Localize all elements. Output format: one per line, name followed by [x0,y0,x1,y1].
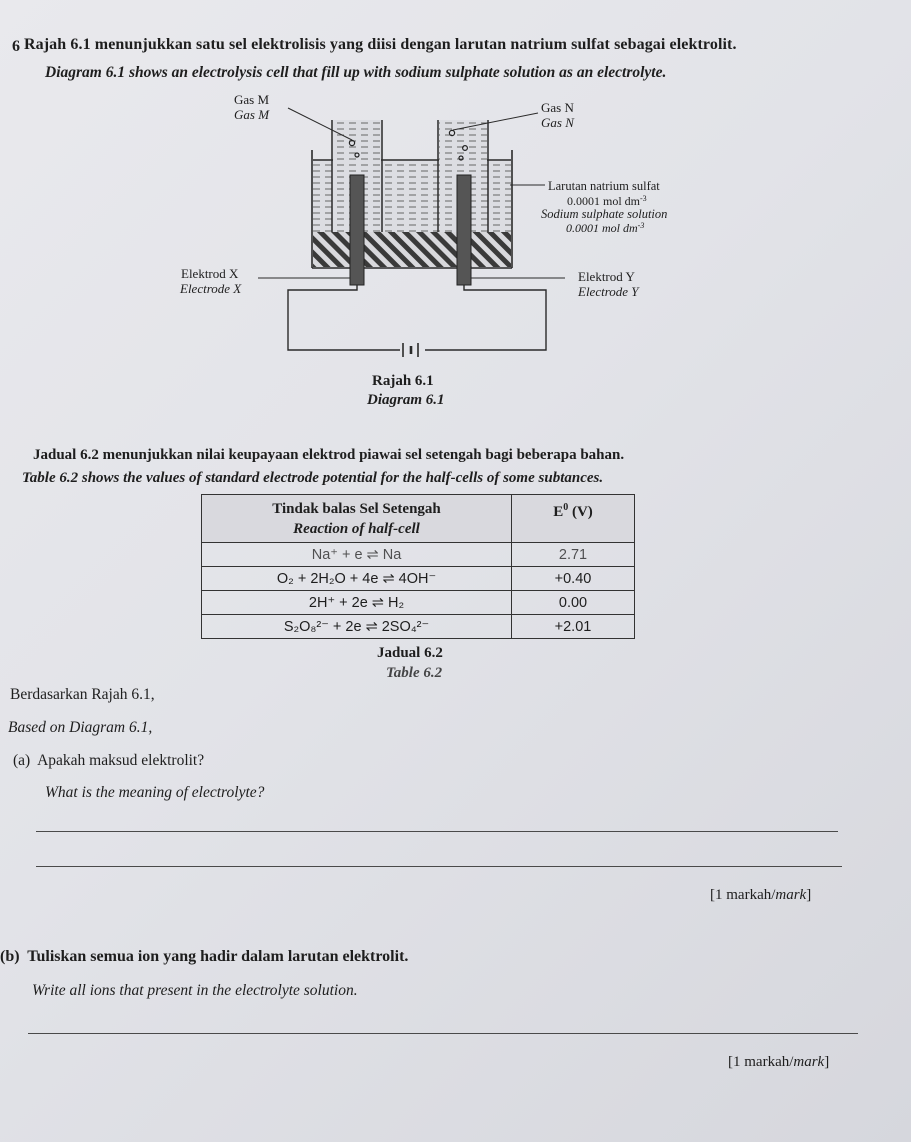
question-number: 6 [12,38,20,55]
part-a-mark: [1 markah/mark] [710,887,812,903]
based-on-text-en: Based on Diagram 6.1, [8,719,153,736]
electrode-y-label-en: Electrode Y [578,284,639,299]
electrode-potential-table [201,494,635,639]
diagram-caption: Rajah 6.1 [372,373,434,389]
electrode-y [457,175,471,285]
table-row [202,591,635,615]
answer-line-b1[interactable] [28,1033,858,1034]
header-reaction-en: Reaction of half-cell [293,520,420,537]
circuit-wire [288,285,546,357]
question-intro-en: Diagram 6.1 shows an electrolysis cell that fill up with sodium sulphate solution as an electrolyte. [45,64,667,81]
solution-concentration-en: 0.0001 mol dm [566,221,638,235]
electrode-x-label: Elektrod X [181,266,239,281]
based-on-text: Berdasarkan Rajah 6.1, [10,686,155,703]
potential-cell: 2.71 [512,543,635,567]
gas-n-label: Gas N [541,100,574,115]
solution-label-en: Sodium sulphate solution [541,207,668,221]
solution-concentration: 0.0001 mol dm [567,194,641,208]
diagram-caption-en: Diagram 6.1 [367,392,445,408]
reaction-cell: 2H⁺ + 2e ⇌ H₂ [202,591,512,615]
question-intro-ms: Rajah 6.1 menunjukkan satu sel elektrolisis yang diisi dengan larutan natrium sulfat sebagai elektrolit. [24,36,737,53]
table-header-row [202,495,635,543]
svg-text:0.0001 mol dm-3 [566,221,644,235]
gas-n-label-en: Gas N [541,115,574,130]
part-a-question-en: What is the meaning of electrolyte? [45,784,265,801]
answer-line-a2[interactable] [36,866,842,867]
part-a-question: (a) Apakah maksud elektrolit? [13,752,205,769]
electrode-x-label-en: Electrode X [180,281,242,296]
table-row [202,615,635,639]
electrode-x [350,175,364,285]
potential-cell: +0.40 [512,567,635,591]
header-reaction-ms: Tindak balas Sel Setengah [272,500,441,517]
table-intro-en: Table 6.2 shows the values of standard electrode potential for the half-cells of some subtances. [22,470,604,486]
beaker-stopper [313,232,511,267]
part-b-label: (b) [0,948,20,965]
gas-m-label: Gas M [234,92,270,107]
part-b-question-en: Write all ions that present in the electrolyte solution. [32,982,358,999]
reaction-cell: S₂O₈²⁻ + 2e ⇌ 2SO₄²⁻ [202,615,512,639]
electrolysis-cell-diagram [0,0,911,420]
potential-cell: +2.01 [512,615,635,639]
table-caption: Jadual 6.2 [377,645,443,661]
potential-cell: 0.00 [512,591,635,615]
electrode-y-label: Elektrod Y [578,269,635,284]
table-row [202,543,635,567]
solution-label: Larutan natrium sulfat [548,179,660,193]
conc-exponent-en: -3 [637,221,645,230]
svg-text:0.0001 mol dm-3 [567,194,647,208]
answer-line-a1[interactable] [36,831,838,832]
table-intro: Jadual 6.2 menunjukkan nilai keupayaan elektrod piawai sel setengah bagi beberapa bahan. [33,447,625,463]
reaction-cell: Na⁺ + e ⇌ Na [202,543,512,567]
table-caption-en: Table 6.2 [386,665,443,681]
conc-exponent: -3 [640,194,647,203]
gas-m-label-en: Gas M [234,107,270,122]
table-row [202,567,635,591]
part-b-question: (b) Tuliskan semua ion yang hadir dalam larutan elektrolit. [0,948,409,965]
part-a-label: (a) [13,752,31,769]
reaction-cell: O₂ + 2H₂O + 4e ⇌ 4OH⁻ [202,567,512,591]
header-reaction [202,495,512,543]
header-potential: $E^0$ (V) [512,495,635,543]
part-b-mark: [1 markah/mark] [728,1054,830,1070]
